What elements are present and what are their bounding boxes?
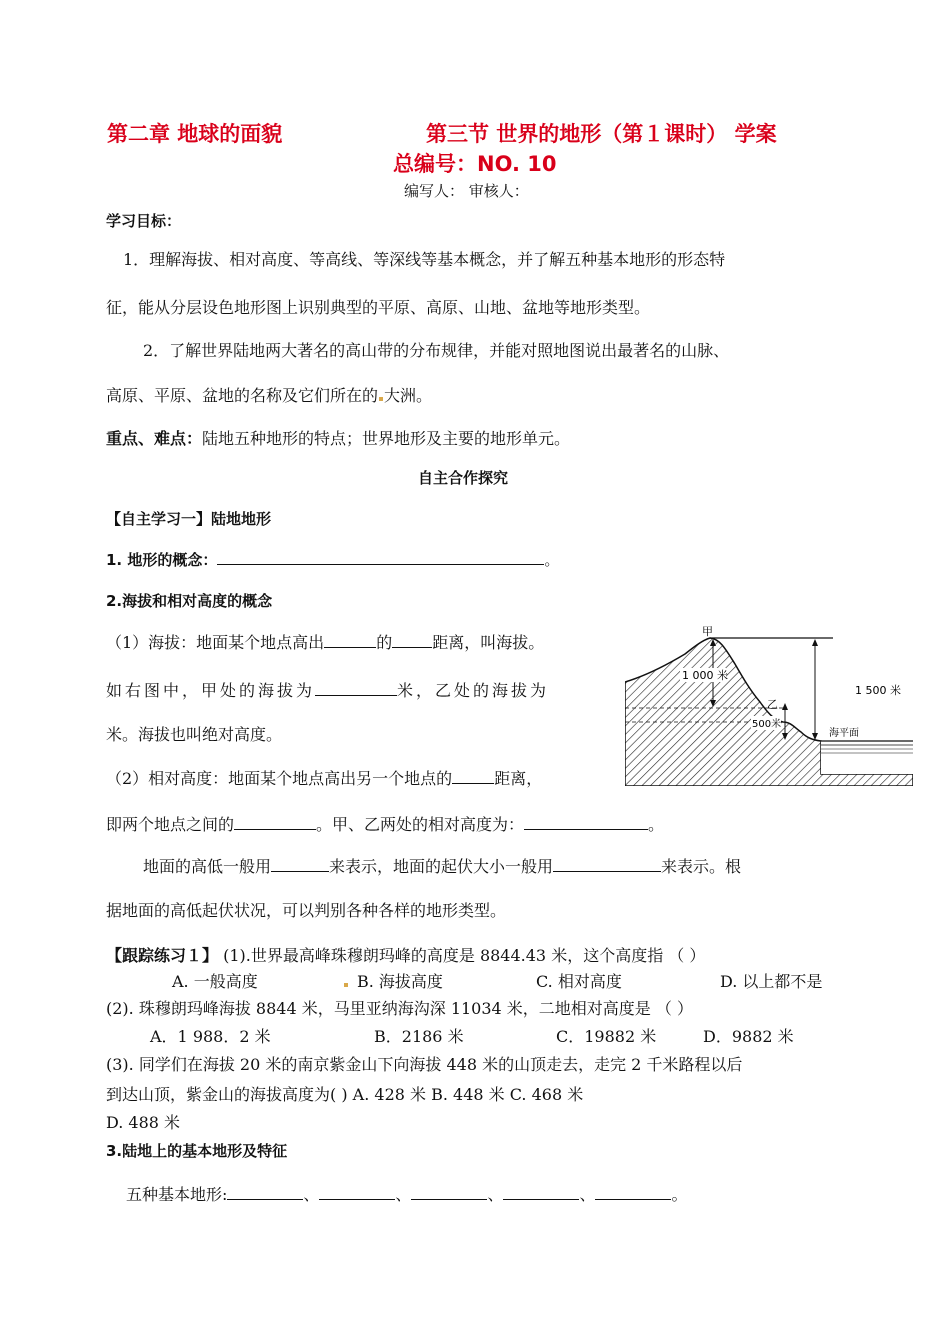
q1-option-b[interactable]: B. 海拔高度 (357, 972, 443, 991)
answer-blank[interactable] (553, 856, 661, 872)
altitude-line2: 如右图中，甲处的海拔为 米，乙处的海拔为 (106, 681, 550, 700)
q1-option-a[interactable]: A. 一般高度 (172, 972, 258, 991)
label-sea-level: 海平面 (829, 728, 859, 739)
answer-blank[interactable] (319, 1184, 395, 1200)
label-yi: 乙 (767, 698, 778, 711)
q1-line: 1. 地形的概念： 。 (106, 551, 560, 569)
section-title-header: 第三节 世界的地形（第１课时） 学案 (426, 122, 777, 146)
answer-blank[interactable] (234, 814, 316, 830)
chapter-title: 第二章 地球的面貌 (107, 122, 283, 146)
answer-blank[interactable] (227, 1184, 303, 1200)
answer-blank[interactable] (324, 632, 376, 648)
q1-option-c[interactable]: C. 相对高度 (536, 972, 622, 991)
altitude-line3: 米。海拔也叫绝对高度。 (106, 725, 283, 744)
label-500: 500米 (752, 719, 782, 730)
paragraph-line1: 地面的高低一般用 来表示，地面的起伏大小一般用 来表示。根 (143, 857, 742, 876)
practice-q1: 【跟踪练习１】 (1).世界最高峰珠穆朗玛峰的高度是 8844.43 米，这个高度指 （ ） (106, 946, 706, 965)
answer-blank[interactable] (452, 768, 494, 784)
dot-mark (379, 397, 383, 401)
label-jia: 甲 (702, 625, 713, 638)
key-points: 重点、难点：陆地五种地形的特点；世界地形及主要的地形单元。 (106, 429, 571, 448)
q1-option-d[interactable]: D. 以上都不是 (720, 972, 823, 991)
study1-heading: 【自主学习一】陆地地形 (106, 510, 272, 528)
answer-blank[interactable] (217, 549, 544, 565)
q2-heading: 2.海拔和相对高度的概念 (106, 592, 273, 610)
objective-1-line2: 征，能从分层设色地形图上识别典型的平原、高原、山地、盆地等地形类型。 (106, 298, 651, 317)
objective-2-line2: 高原、平原、盆地的名称及它们所在的 大洲。 (106, 386, 433, 405)
relative-line1: （2）相对高度：地面某个地点高出另一个地点的 距离， (106, 769, 543, 788)
answer-blank[interactable] (524, 814, 648, 830)
answer-blank[interactable] (411, 1184, 487, 1200)
q2-option-b[interactable]: B．2186 米 (374, 1027, 464, 1046)
q2-option-a[interactable]: A．1 988．2 米 (150, 1027, 271, 1046)
sea-area (821, 741, 913, 774)
answer-blank[interactable] (271, 856, 329, 872)
authors-line: 编写人： 审核人： (404, 182, 529, 200)
answer-blank[interactable] (595, 1184, 671, 1200)
landforms-heading: 3.陆地上的基本地形及特征 (106, 1142, 288, 1160)
objective-2-line1: 2．了解世界陆地两大著名的高山带的分布规律，并能对照地图说出最著名的山脉、 (143, 341, 730, 360)
label-1500: 1 500 米 (855, 684, 901, 697)
practice-q2: (2). 珠穆朗玛峰海拔 8844 米，马里亚纳海沟深 11034 米，二地相对高度是 （ ） (106, 999, 693, 1018)
q2-option-c[interactable]: C．19882 米 (556, 1027, 657, 1046)
altitude-diagram (625, 624, 913, 786)
relative-line2: 即两个地点之间的 。甲、乙两处的相对高度为： 。 (106, 815, 665, 834)
practice-q3-line1: (3). 同学们在海拔 20 米的南京紫金山下向海拔 448 米的山顶走去，走完 2 千米路程以后 (106, 1055, 743, 1074)
practice-q3-line2: 到达山顶，紫金山的海拔高度为( ) A. 428 米 B. 448 米 C. 468 米 (106, 1085, 584, 1104)
landforms-line: 五种基本地形: 、 、 、 、 。 (126, 1185, 688, 1204)
altitude-line1: （1）海拔：地面某个地点高出 的 距离，叫海拔。 (106, 633, 545, 652)
answer-blank[interactable] (503, 1184, 579, 1200)
dot-mark (344, 983, 348, 987)
answer-blank[interactable] (315, 680, 397, 696)
doc-number: 总编号：NO. 10 (393, 152, 557, 176)
objectives-heading: 学习目标： (106, 212, 182, 230)
objective-1-line1: 1．理解海拔、相对高度、等高线、等深线等基本概念，并了解五种基本地形的形态特 (123, 250, 726, 269)
label-1000: 1 000 米 (682, 669, 728, 682)
practice-q3-line3: D. 488 米 (106, 1113, 181, 1132)
paragraph-line2: 据地面的高低起伏状况，可以判别各种各样的地形类型。 (106, 901, 507, 920)
section-heading: 自主合作探究 (418, 469, 509, 487)
q2-option-d[interactable]: D．9882 米 (703, 1027, 794, 1046)
answer-blank[interactable] (392, 632, 432, 648)
